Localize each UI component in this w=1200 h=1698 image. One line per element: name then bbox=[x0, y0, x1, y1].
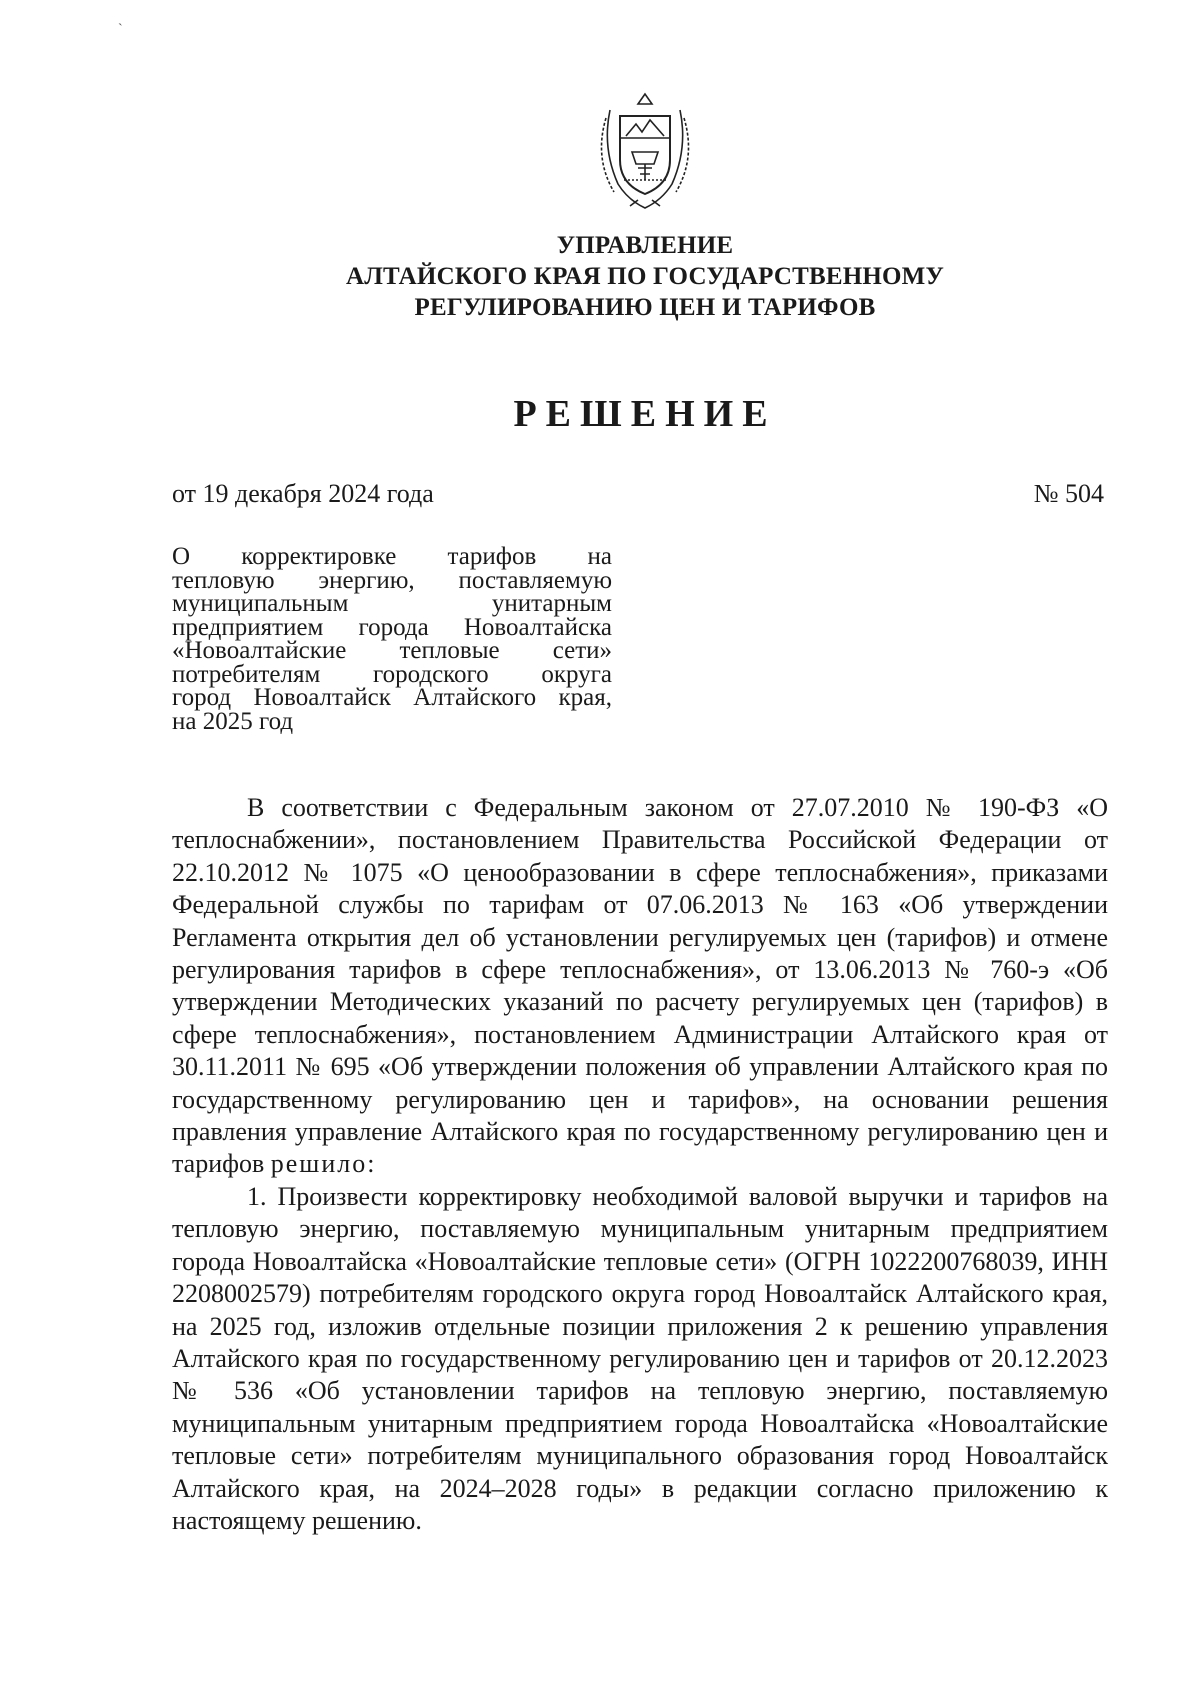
subject-line: потребителям городского округа bbox=[172, 660, 612, 688]
subject-line: тепловую энергию, поставляемую bbox=[172, 566, 612, 594]
document-body bbox=[172, 792, 1108, 1537]
document-title: РЕШЕНИЕ bbox=[513, 393, 777, 435]
subject-line: «Новоалтайские тепловые сети» bbox=[172, 637, 612, 664]
agency-name bbox=[200, 230, 1090, 323]
document-number: № 504 bbox=[1033, 479, 1104, 508]
subject-line: на 2025 год bbox=[172, 707, 294, 735]
decided-word: решило: bbox=[270, 1149, 377, 1179]
subject-line: О корректировке тарифов на bbox=[172, 543, 612, 570]
scan-mark: ˋ bbox=[118, 22, 123, 37]
document-date: от 19 декабря 2024 года bbox=[172, 479, 434, 508]
preamble-text: В соответствии с Федеральным законом от 27.07.2010 № 190-ФЗ «О теплоснабжении», постановлением Правительства Российской Федерации от 22.10.2012 № 1075 «О ценообразовании в сфере теплоснабжения», приказами Федеральной службы по тарифам от 07.06.2013 № 163 «Об утверждении Регламента открытия дел об установлении регулируемых цен (тарифов) и отмене регулирования тарифов в сфере теплоснабжения», от 13.06.2013 № 760-э «Об утверждении Методических указаний по расчету регулируемых цен (тарифов) в сфере теплоснабжения», постановлением Администрации Алтайского края от 30.11.2011 № 695 «Об утверждении положения об управлении Алтайского края по государственному регулированию цен и тарифов», на основании решения правления управление Алтайского края по государственному регулированию цен и тарифов bbox=[172, 793, 1108, 1179]
agency-line: УПРАВЛЕНИЕ bbox=[556, 232, 734, 259]
coat-of-arms-emblem bbox=[580, 88, 710, 218]
agency-line: АЛТАЙСКОГО КРАЯ ПО ГОСУДАРСТВЕННОМУ bbox=[345, 263, 945, 290]
agency-line: РЕГУЛИРОВАНИЮ ЦЕН И ТАРИФОВ bbox=[414, 294, 876, 321]
item-1-paragraph: 1. Произвести корректировку необходимой валовой выручки и тарифов на тепловую энергию, поставляемую муниципальным унитарным предприятием города Новоалтайска «Новоалтайские тепловые сети» (ОГРН 1022200768039, ИНН 2208002579) потребителям городского округа город Новоалтайск Алтайского края, на 2025 год, изложив отдельные позиции приложения 2 к решению управления Алтайского края по государственному регулированию цен и тарифов от 20.12.2023 № 536 «Об установлении тарифов на тепловую энергию, поставляемую муниципальным унитарным предприятием города Новоалтайска «Новоалтайские тепловые сети» потребителям муниципального образования город Новоалтайск Алтайского края, на 2024–2028 годы» в редакции согласно приложению к настоящему решению. bbox=[172, 1181, 1108, 1535]
subject-line: муниципальным унитарным bbox=[172, 590, 612, 617]
preamble-paragraph bbox=[172, 792, 1108, 1181]
document-subject bbox=[172, 545, 612, 733]
subject-line: предприятием города Новоалтайска bbox=[172, 613, 612, 641]
subject-line: город Новоалтайск Алтайского края, bbox=[172, 684, 612, 711]
